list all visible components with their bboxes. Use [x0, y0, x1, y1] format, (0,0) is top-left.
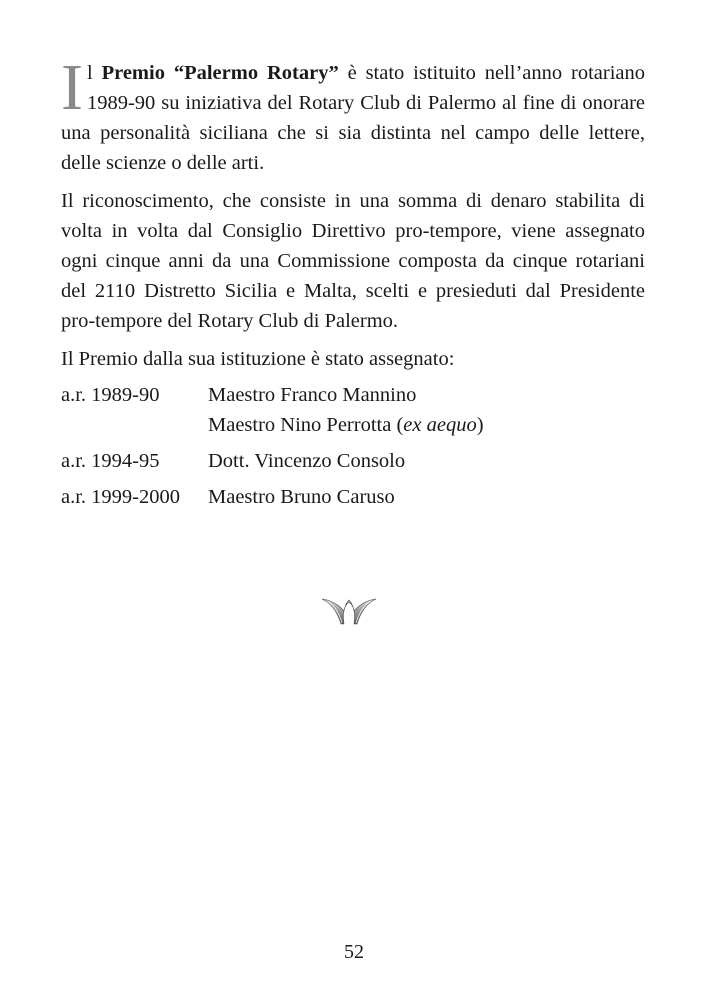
- award-winners: [208, 482, 395, 512]
- paragraph1-rest: è stato istituito nell’anno rotariano 1989-90 su iniziativa del Rotary Club di Palermo al fine di onorare una personalità siciliana che si sia distinta nel campo delle lettere, delle scienze o delle arti.: [61, 62, 645, 174]
- award-year: a.r. 1989-90: [61, 384, 160, 406]
- ex-aequo-note: ex aequo: [403, 414, 477, 436]
- paragraph1-lead: l: [86, 62, 102, 84]
- winner-name: Maestro Franco Mannino: [208, 384, 417, 406]
- winner-name: Dott. Vincenzo Consolo: [208, 450, 406, 472]
- awards-list: [61, 380, 645, 512]
- award-winners: [208, 380, 484, 440]
- page-body: [61, 51, 645, 512]
- award-year: a.r. 1994-95: [61, 450, 160, 472]
- award-winners: [208, 446, 405, 476]
- paragraph-intro: [61, 51, 645, 178]
- drop-cap: I: [61, 51, 83, 124]
- awards-intro: Il Premio dalla sua istituzione è stato assegnato:: [61, 348, 455, 370]
- paragraph-recognition: Il riconoscimento, che consiste in una somma di denaro stabilita di volta in volta dal Consiglio Direttivo pro-tempore, viene assegnato ogni cinque anni da una Commissione composta da cinque rotariani del 2110 Distretto Sicilia e Malta, scelti e presieduti dal Presidente pro-tempore del Rotary Club di Palermo.: [61, 190, 645, 332]
- award-row: [61, 446, 645, 476]
- award-row: [61, 380, 645, 440]
- rotary-arch-ornament-icon: [321, 597, 377, 625]
- award-year: a.r. 1999-2000: [61, 486, 180, 508]
- award-row: [61, 482, 645, 512]
- page-number: 52: [344, 941, 364, 963]
- winner-name-ex-aequo: Maestro Nino Perrotta (ex aequo): [208, 414, 484, 436]
- winner-name: Maestro Bruno Caruso: [208, 486, 395, 508]
- prize-name: Premio “Palermo Rotary”: [101, 62, 339, 84]
